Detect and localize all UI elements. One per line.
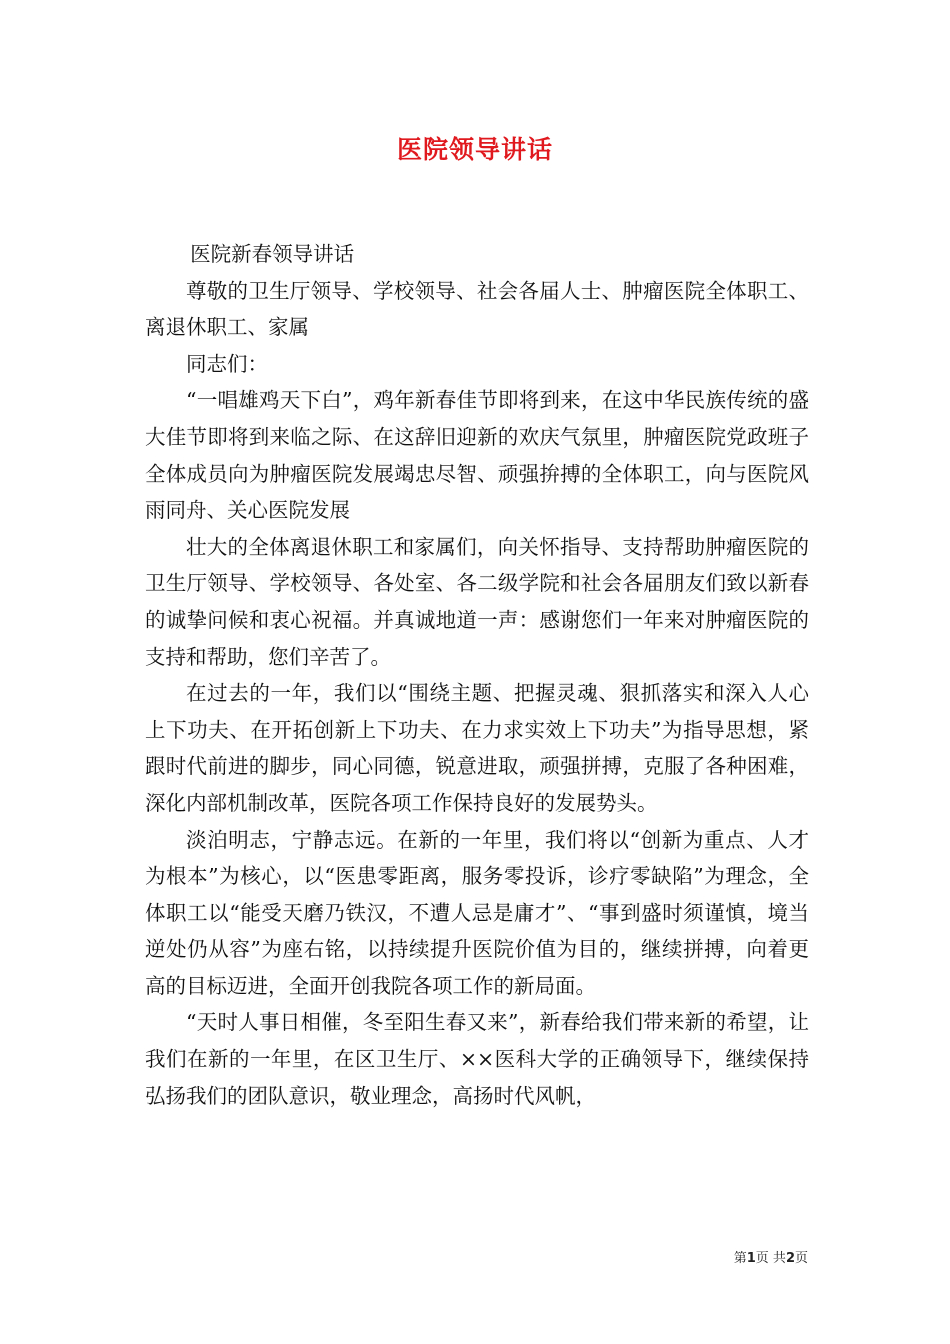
footer-suffix: 页 — [794, 1251, 808, 1266]
paragraph-salutation: 尊敬的卫生厅领导、学校领导、社会各届人士、肿瘤医院全体职工、离退休职工、家属 — [145, 278, 809, 340]
footer-middle: 页 共 — [755, 1251, 786, 1266]
paragraph-opening: “一唱雄鸡天下白”，鸡年新春佳节即将到来，在这中华民族传统的盛大佳节即将到来临之际、在这辞旧迎新的欢庆气氛里，肿瘤医院党政班子全体成员向为肿瘤医院发展竭忠尽智、顽强拚搏的全体职工，向与医院风雨同舟、关心医院发展 — [145, 388, 809, 523]
document-body — [145, 236, 809, 1114]
document-title: 医院领导讲话 — [396, 135, 553, 164]
paragraph-greeting: 同志们： — [186, 351, 268, 376]
paragraph-closing: “天时人事日相催，冬至阳生春又来”，新春给我们带来新的希望，让我们在新的一年里，在区卫生厅、××医科大学的正确领导下，继续保持弘扬我们的团队意识，敬业理念，高扬时代风帆， — [145, 1010, 809, 1108]
paragraph-thanks: 壮大的全体离退休职工和家属们，向关怀指导、支持帮助肿瘤医院的卫生厅领导、学校领导、各处室、各二级学院和社会各届朋友们致以新春的诚挚问候和衷心祝福。并真诚地道一声：感谢您们一年来对肿瘤医院的支持和帮助，您们辛苦了。 — [145, 534, 809, 669]
footer-total-pages: 2 — [785, 1251, 795, 1266]
paragraph-review: 在过去的一年，我们以“围绕主题、把握灵魂、狠抓落实和深入人心上下功夫、在开拓创新上下功夫、在力求实效上下功夫”为指导思想，紧跟时代前进的脚步，同心同德，锐意进取，顽强拼搏，克服了各种困难，深化内部机制改革，医院各项工作保持良好的发展势头。 — [145, 681, 809, 815]
paragraph-subtitle: 医院新春领导讲话 — [190, 242, 355, 266]
footer-prefix: 第 — [733, 1251, 747, 1266]
paragraph-plan: 淡泊明志，宁静志远。在新的一年里，我们将以“创新为重点、人才为根本”为核心，以“医患零距离，服务零投诉，诊疗零缺陷”为理念，全体职工以“能受天磨乃铁汉，不遭人忌是庸才”、“事到盛时须谨慎，境当逆处仍从容”为座右铭，以持续提升医院价值为目的，继续拼搏，向着更高的目标迈进，全面开创我院各项工作的新局面。 — [145, 827, 809, 998]
footer-current-page: 1 — [746, 1251, 756, 1266]
page-number-footer — [734, 1247, 808, 1266]
